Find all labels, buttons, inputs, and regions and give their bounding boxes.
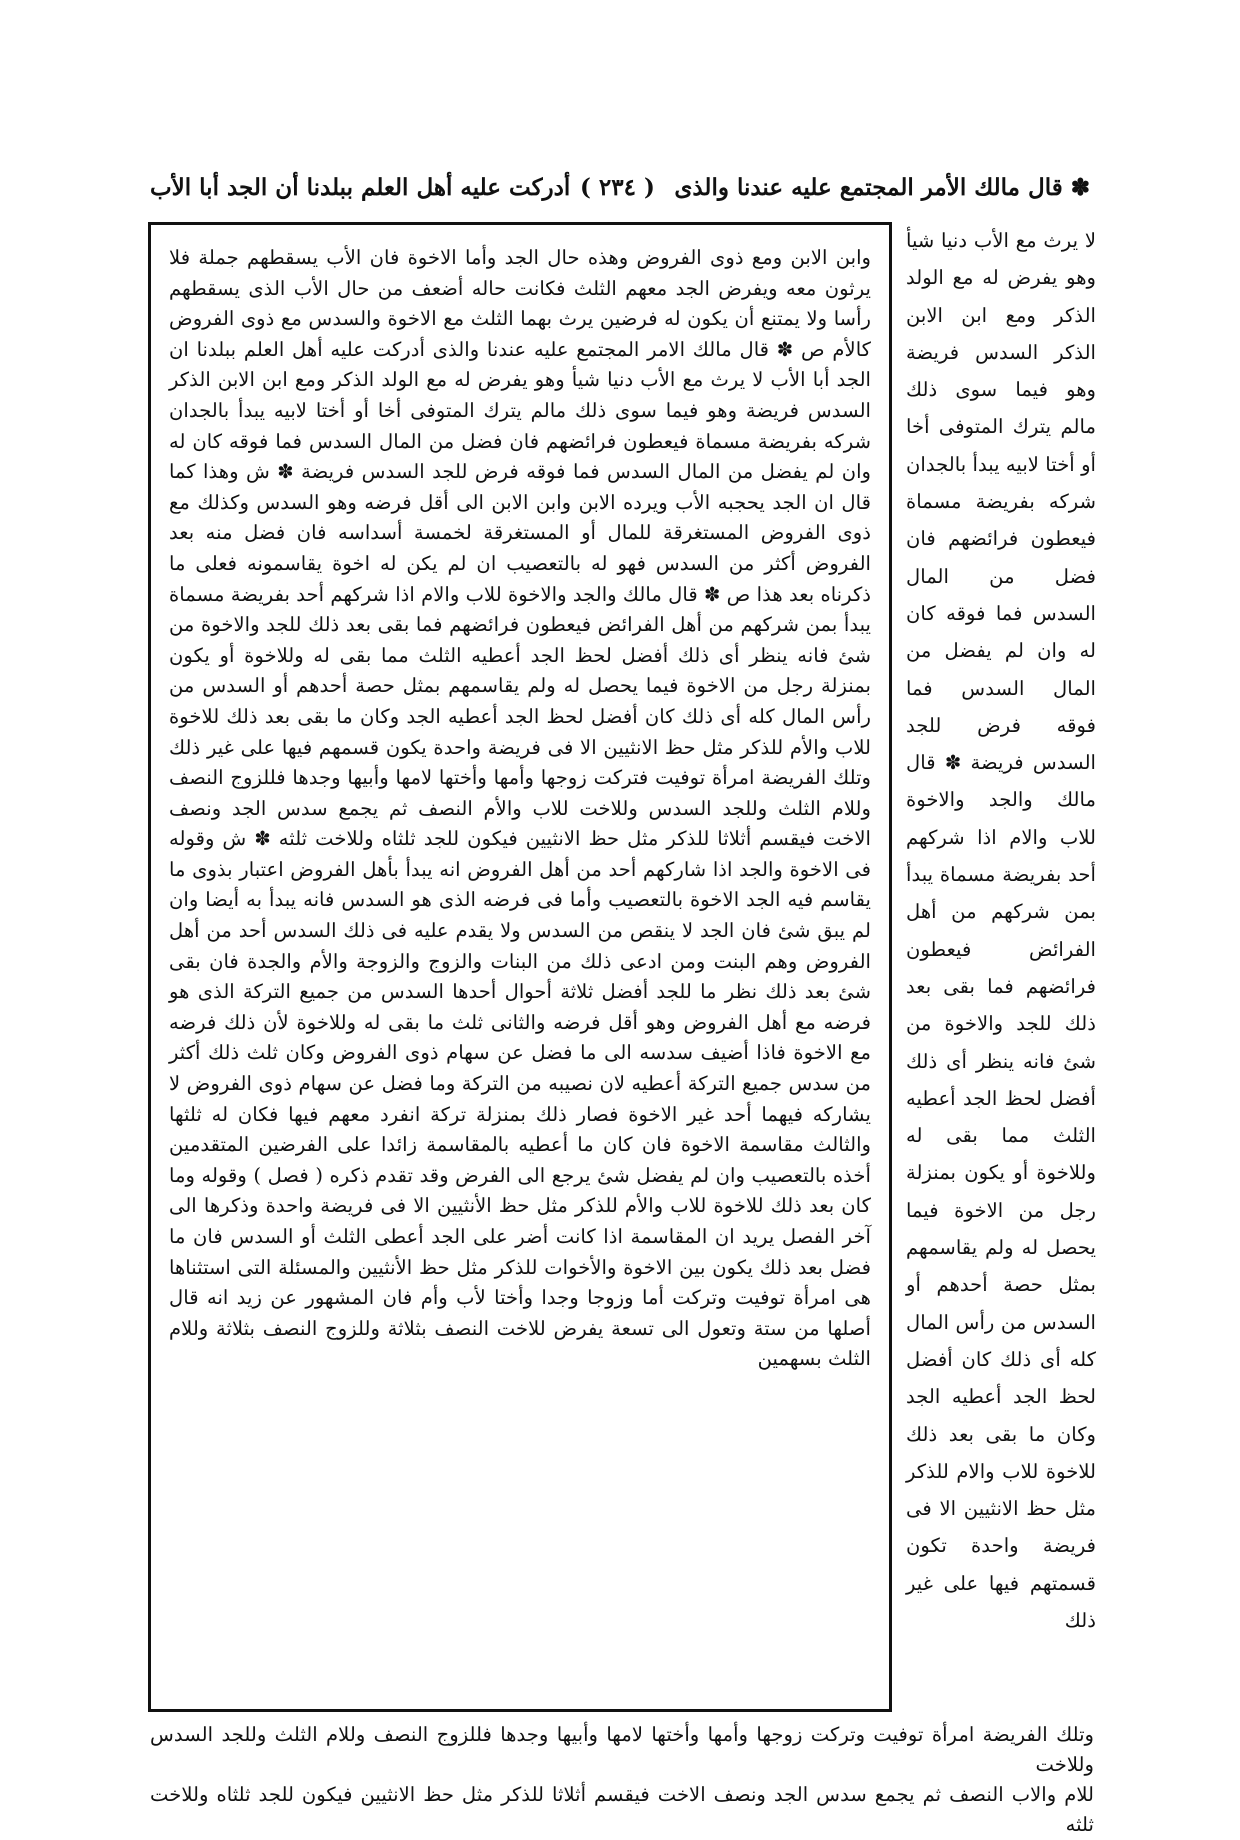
footer-line-1: وتلك الفريضة امرأة توفيت وتركت زوجها وأمها وأختها لامها وأبيها وجدها فللزوج النصف وللام الثلث وللجد السدس وللاخت bbox=[150, 1723, 1094, 1776]
margin-paragraph: لا يرث مع الأب دنيا شيأ وهو يفرض له مع الولد الذكر ومع ابن الابن الذكر السدس فريضة وهو فيما سوى ذلك مالم يترك المتوفى أخا أو أختا لابيه يبدأ بالجدان شركه بفريضة مسماة فيعطون فرائضهم فان فضل من المال السدس فما فوقه كان له وان لم يفضل من المال السدس فما فوقه فرض للجد السدس فريضة ✽ قال مالك والجد والاخوة للاب والام اذا شركهم أحد بفريضة مسماة يبدأ بمن شركهم من أهل الفرائض فيعطون فرائضهم فما بقى بعد ذلك للجد والاخوة من شئ فانه ينظر أى ذلك أفضل لحظ الجد أعطيه الثلث مما بقى له وللاخوة أو يكون بمنزلة رجل من الاخوة فيما يحصل له ولم يقاسمهم بمثل حصة أحدهم أو السدس من رأس المال كله أى ذلك كان أفضل لحظ الجد أعطيه الجد وكان ما بقى بعد ذلك للاخوة للاب والام للذكر مثل حظ الانثيين الا فى فريضة واحدة تكون قسمتهم فيها على غير ذلك bbox=[906, 229, 1096, 1632]
page-footer-text bbox=[150, 1720, 1094, 1840]
margin-main-text bbox=[906, 222, 1096, 1712]
commentary-box bbox=[148, 222, 892, 1712]
header-running-title-right: ✽ قال مالك الأمر المجتمع عليه عندنا والذى bbox=[674, 174, 1090, 201]
page-number: ( ٢٣٤ ) bbox=[580, 174, 655, 201]
header-running-title-left: أدركت عليه أهل العلم ببلدنا أن الجد أبا الأب bbox=[150, 174, 571, 201]
commentary-paragraph: وابن الابن ومع ذوى الفروض وهذه حال الجد وأما الاخوة فان الأب يسقطهم جملة فلا يرثون معه ويفرض الجد معهم الثلث فكانت حاله أضعف من حال الأب الذى يسقطهم رأسا ولا يمتنع أن يكون له فرضين يرث بهما الثلث مع الاخوة والسدس مع ذوى الفروض كالأم ص ✽ قال مالك الامر المجتمع عليه عندنا والذى أدركت عليه أهل العلم ببلدنا ان الجد أبا الأب لا يرث مع الأب دنيا شيأ وهو يفرض له مع الولد الذكر ومع ابن الابن الذكر السدس فريضة وهو فيما سوى ذلك مالم يترك المتوفى أخا أو أختا لابيه يبدأ بالجدان شركه بفريضة مسماة فيعطون فرائضهم فان فضل من المال السدس فما فوقه كان له وان لم يفضل من المال السدس فما فوقه فرض للجد السدس فريضة ✽ ش وهذا كما قال ان الجد يحجبه الأب ويرده الابن وابن الابن الى أقل فرضه وهو السدس وكذلك مع ذوى الفروض المستغرقة للمال أو المستغرقة لخمسة أسداسه فان فضل منه بعد الفروض أكثر من السدس فهو له بالتعصيب ان لم يكن له اخوة يقاسمونه فعلى ما ذكرناه بعد هذا ص ✽ قال مالك والجد والاخوة للاب والام اذا شركهم أحد بفريضة مسماة يبدأ بمن شركهم من أهل الفرائض فيعطون فرائضهم فما بقى بعد ذلك للجد والاخوة من شئ فانه ينظر أى ذلك أفضل لحظ الجد أعطيه الثلث مما بقى له وللاخوة أو يكون بمنزلة رجل من الاخوة فيما يحصل له ولم يقاسمهم بمثل حصة أحدهم أو السدس من رأس المال كله أى ذلك كان أفضل لحظ الجد أعطيه الجد وكان ما بقى بعد ذلك للاخوة للاب والأم للذكر مثل حظ الانثيين الا فى فريضة واحدة يكون قسمهم فيها على غير ذلك وتلك الفريضة امرأة توفيت فتركت زوجها وأمها وأختها لامها وأبيها وجدها فللزوج النصف وللام الثلث وللجد السدس وللاخت للاب والأم النصف ثم يجمع سدس الجد ونصف الاخت فيقسم أثلاثا للذكر مثل حظ الانثيين فيكون للجد ثلثاه وللاخت ثلثه ✽ ش وقوله فى الاخوة والجد اذا شاركهم أحد من أهل الفروض انه يبدأ بأهل الفروض اعتبار بذوى ما يقاسم فيه الجد الاخوة بالتعصيب وأما فى فرضه الذى هو السدس فانه يبدأ به أيضا وان لم يبق شئ فان الجد لا ينقص من السدس ولا يقدم عليه فى ذلك السدس أحد من أهل الفروض وهم البنت ومن ادعى ذلك من البنات والزوج والزوجة والأم والجدة فان بقى شئ بعد ذلك نظر ما للجد أفضل ثلاثة أحوال أحدها السدس من جميع التركة الذى هو فرضه مع أهل الفروض وهو أقل فرضه والثانى ثلث ما بقى له وللاخوة لأن ذلك فرضه مع الاخوة فاذا أضيف سدسه الى ما فضل عن سهام ذوى الفروض وكان ثلث ذلك أكثر من سدس جميع التركة أعطيه لان نصيبه من التركة وما فضل عن سهام ذوى الفروض لا يشاركه فيهما أحد غير الاخوة فصار ذلك بمنزلة تركة انفرد معهم فيها فكان له ثلثها والثالث مقاسمة الاخوة فان كان ما أعطيه بالمقاسمة زائدا على الفرضين المتقدمين أخذه بالتعصيب وان لم يفضل شئ يرجع الى الفرض وقد تقدم ذكره ( فصل ) وقوله وما كان بعد ذلك للاخوة للاب والأم للذكر مثل حظ الأنثيين الا فى فريضة واحدة وذكرها الى آخر الفصل يريد ان المقاسمة اذا كانت أضر على الجد أعطى الثلث أو السدس فان ما فضل بعد ذلك يكون بين الاخوة والأخوات للذكر مثل حظ الأنثيين والمسئلة التى استثناها هى امرأة توفيت وتركت أما وزوجا وجدا وأختا لأب وأم فان المشهور عن زيد انه قال أصلها من ستة وتعول الى تسعة يفرض للاخت النصف بثلاثة وللزوج النصف بثلاثة وللام الثلث بسهمين bbox=[169, 246, 871, 1371]
footer-line-2: للام والاب النصف ثم يجمع سدس الجد ونصف الاخت فيقسم أثلاثا للذكر مثل حظ الانثيين فيكون للجد ثلثاه وللاخت ثلثه bbox=[150, 1783, 1094, 1836]
page-header bbox=[150, 170, 1090, 216]
